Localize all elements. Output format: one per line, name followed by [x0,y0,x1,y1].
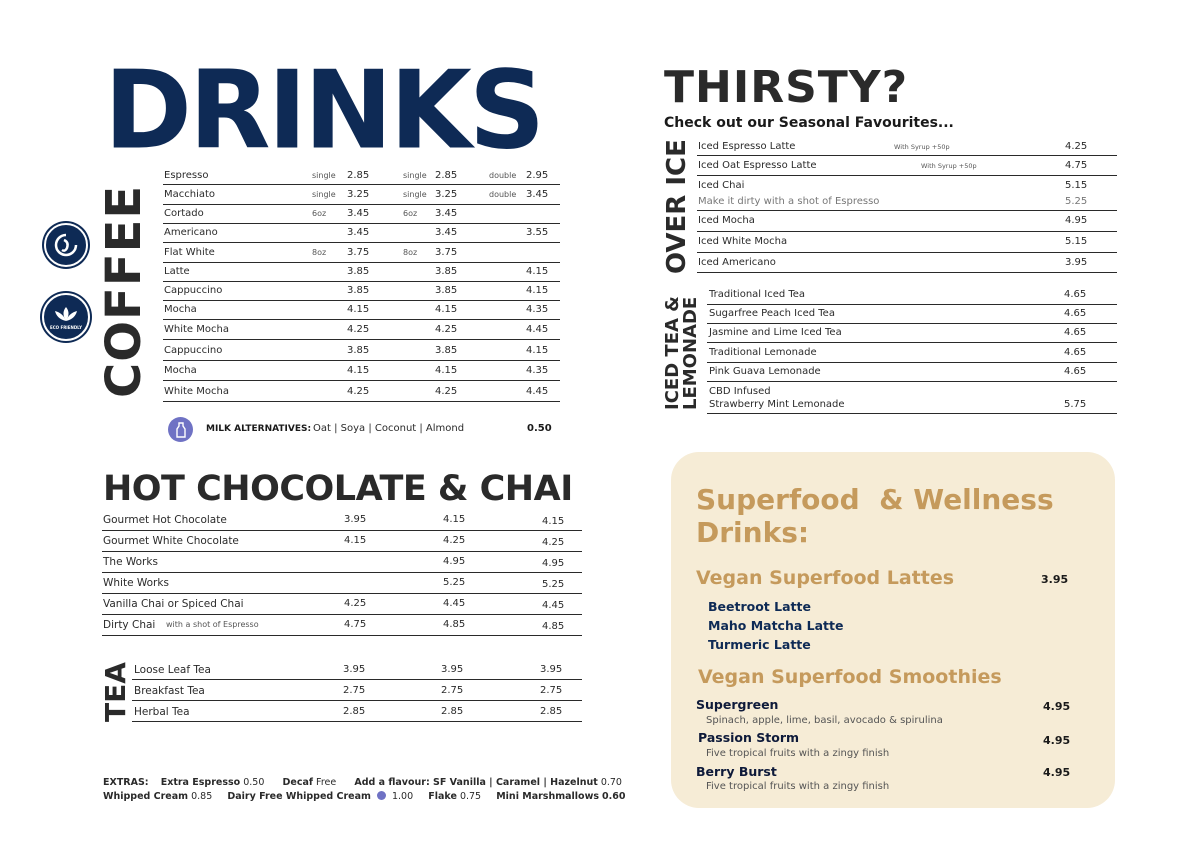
tea-section-title: TEA [99,662,132,722]
decaf-price: Free [316,777,337,788]
latte-item: Beetroot Latte [708,599,811,614]
iced-tea-price: 4.65 [1064,308,1087,319]
coffee-row [163,341,560,361]
coffee-price-1: 3.45 [347,208,370,219]
tea-name: Breakfast Tea [134,685,205,697]
iced-tea-name: Pink Guava Lemonade [709,366,821,377]
hot-drink-row [102,573,582,594]
iced-tea-price: 4.65 [1064,366,1087,377]
coffee-price-2: 3.75 [435,247,458,258]
hot-drink-row [102,510,582,531]
iced-tea-price: 4.65 [1064,289,1087,300]
over-ice-price: 4.25 [1065,141,1088,152]
flake-price: 0.75 [459,791,482,802]
dairy-free-dot-icon [377,791,386,800]
tea-price-1: 3.95 [343,664,366,675]
coffee-size-1: single [312,171,336,180]
hot-drink-price-1: 4.25 [344,598,367,609]
coffee-row [163,262,560,282]
coffee-item-name: Cortado [164,208,204,219]
tea-price-3: 2.75 [540,685,563,696]
smoothie-price: 4.95 [1043,766,1071,779]
smoothie-description: Spinach, apple, lime, basil, avocado & spirulina [706,715,943,726]
extras-label: EXTRAS: [103,777,149,788]
coffee-price-1: 3.85 [347,266,370,277]
over-ice-price: 5.15 [1065,236,1088,247]
thirsty-subtitle: Check out our Seasonal Favourites... [664,115,954,131]
hot-drink-row [102,594,582,615]
coffee-item-name: Cappuccino [164,345,223,356]
coffee-price-2: 3.45 [435,227,458,238]
whipped-cream-price: 0.85 [191,791,213,802]
mini-marshmallows-label: Mini Marshmallows [496,791,600,802]
milk-alternatives-options: Oat | Soya | Coconut | Almond [313,423,465,434]
wellness-title [696,484,1054,550]
hot-drink-price-3: 5.25 [542,579,565,590]
hot-drink-price-3: 4.45 [542,600,565,611]
coffee-item-name: Flat White [164,247,215,258]
over-ice-row [697,233,1117,253]
coffee-price-2: 3.25 [435,189,458,200]
over-ice-name: Iced Mocha [698,215,755,226]
hot-chocolate-chai-title: HOT CHOCOLATE & CHAI [103,469,573,509]
coffee-price-3: 4.15 [526,266,549,277]
coffee-row [163,320,560,340]
extras-line-1 [103,777,622,788]
iced-tea-price: 4.65 [1064,347,1087,358]
coffee-row [163,361,560,381]
coffee-price-3: 4.45 [526,324,549,335]
coffee-size-2: 6oz [403,209,418,218]
hot-drink-name: White Works [103,577,169,589]
iced-tea-row [707,344,1117,363]
extra-espresso-price: 0.50 [243,777,265,788]
coffee-size-2: 8oz [403,248,418,257]
coffee-size-2: single [403,190,427,199]
latte-item: Turmeric Latte [708,637,811,652]
coffee-item-name: Americano [164,227,218,238]
over-ice-row [697,212,1117,232]
coffee-price-3: 2.95 [526,170,549,181]
coffee-price-2: 4.15 [435,304,458,315]
over-ice-price: 3.95 [1065,257,1088,268]
coffee-item-name: Mocha [164,365,197,376]
coffee-price-3: 4.15 [526,345,549,356]
coffee-size-1: 8oz [312,248,327,257]
coffee-size-3: double [489,171,517,180]
over-ice-price: 4.95 [1065,215,1088,226]
coffee-row [163,166,560,185]
smoothie-price: 4.95 [1043,734,1071,747]
milk-bottle-icon [168,417,193,442]
smoothie-description: Five tropical fruits with a zingy finish [706,748,890,759]
hot-drink-price-3: 4.95 [542,558,565,569]
hot-drink-name: The Works [103,556,158,568]
iced-tea-name: Traditional Iced Tea [709,289,806,300]
hot-drink-price-2: 4.15 [443,514,466,525]
coffee-row [163,204,560,224]
coffee-item-name: White Mocha [164,386,229,397]
tea-price-1: 2.75 [343,685,366,696]
flavour-price: 0.70 [600,777,622,788]
over-ice-price: 4.75 [1065,160,1088,171]
coffee-price-3: 4.35 [526,304,549,315]
coffee-item-name: Macchiato [164,189,216,200]
over-ice-name: Iced Espresso Latte [698,141,796,152]
coffee-size-3: double [489,190,517,199]
hot-drink-price-2: 5.25 [443,577,466,588]
coffee-price-3: 4.15 [526,285,549,296]
over-ice-row [697,138,1117,156]
fairtrade-badge-icon [44,223,88,267]
tea-price-1: 2.85 [343,706,366,717]
hot-drink-row [102,615,582,636]
over-ice-note: With Syrup +50p [921,162,977,170]
eco-badge-text: ECO FRIENDLY [50,324,82,330]
mini-marshmallows-price: 0.60 [602,791,626,802]
coffee-row [163,243,560,263]
cbd-line-2: Strawberry Mint Lemonade [709,399,845,410]
coffee-price-2: 3.45 [435,208,458,219]
coffee-price-1: 4.25 [347,324,370,335]
coffee-size-2: single [403,171,427,180]
hot-drink-name: Vanilla Chai or Spiced Chai [103,598,244,610]
tea-name: Loose Leaf Tea [134,664,211,676]
coffee-price-3: 4.35 [526,365,549,376]
tea-price-3: 3.95 [540,664,563,675]
coffee-row [163,223,560,243]
iced-tea-row [707,286,1117,305]
coffee-price-1: 4.25 [347,386,370,397]
over-ice-name: Iced Oat Espresso Latte [698,160,817,171]
over-ice-name: Iced Chai [698,180,745,191]
vegan-smoothies-title: Vegan Superfood Smoothies [698,666,1002,688]
iced-tea-name: Traditional Lemonade [709,347,817,358]
coffee-price-3: 3.45 [526,189,549,200]
coffee-price-2: 3.85 [435,285,458,296]
wellness-title-line-1: Superfood & Wellness [696,483,1054,516]
drinks-title: DRINKS [104,47,543,174]
coffee-item-name: Mocha [164,304,197,315]
coffee-price-2: 3.85 [435,266,458,277]
hot-drink-price-3: 4.85 [542,621,565,632]
hot-drink-row [102,552,582,573]
iced-tea-name: Sugarfree Peach Iced Tea [709,308,835,319]
tea-row [132,702,582,722]
vegan-lattes-price: 3.95 [1041,573,1069,586]
hot-drink-price-2: 4.45 [443,598,466,609]
iced-tea-title-line-1: ICED TEA & [662,296,683,410]
iced-tea-row [707,363,1117,382]
coffee-size-1: single [312,190,336,199]
tea-row [132,681,582,701]
coffee-price-2: 2.85 [435,170,458,181]
dairy-free-whipped-label: Dairy Free Whipped Cream [227,791,371,802]
coffee-row [163,185,560,205]
smoothie-name: Passion Storm [698,730,800,745]
coffee-price-1: 3.45 [347,227,370,238]
milk-alternatives-label: MILK ALTERNATIVES: [206,424,312,434]
over-ice-row [697,193,1117,211]
flake-label: Flake [428,791,457,802]
eco-friendly-badge-icon [42,293,90,341]
hot-drink-price-2: 4.25 [443,535,466,546]
whipped-cream-label: Whipped Cream [103,791,189,802]
coffee-price-2: 3.85 [435,345,458,356]
hot-drink-price-2: 4.85 [443,619,466,630]
latte-item: Maho Matcha Latte [708,618,844,633]
cbd-line-1: CBD Infused [709,386,771,397]
over-ice-name: Iced White Mocha [698,236,788,247]
coffee-price-3: 3.55 [526,227,549,238]
over-ice-row [697,254,1117,273]
tea-price-2: 2.85 [441,706,464,717]
thirsty-title: THIRSTY? [664,62,909,113]
hot-drink-price-1: 4.15 [344,535,367,546]
hot-drink-price-1: 3.95 [344,514,367,525]
hot-drink-name: Dirty Chai [103,619,156,631]
coffee-price-1: 3.85 [347,285,370,296]
vegan-lattes-title: Vegan Superfood Lattes [696,567,955,589]
tea-price-3: 2.85 [540,706,563,717]
tea-name: Herbal Tea [134,706,190,718]
iced-tea-row [707,305,1117,324]
iced-tea-row [707,324,1117,343]
over-ice-section-title: OVER ICE [662,139,692,274]
over-ice-price: 5.25 [1065,196,1088,207]
coffee-price-2: 4.15 [435,365,458,376]
over-ice-name: Iced Americano [698,257,776,268]
coffee-row [163,382,560,402]
hot-drink-price-3: 4.25 [542,537,565,548]
coffee-row [163,281,560,301]
coffee-item-name: Espresso [164,170,209,181]
coffee-row [163,300,560,320]
coffee-price-1: 3.75 [347,247,370,258]
coffee-price-1: 4.15 [347,304,370,315]
over-ice-row [697,157,1117,176]
milk-alternatives-price: 0.50 [527,423,552,434]
smoothie-description: Five tropical fruits with a zingy finish [706,781,890,792]
extra-espresso-label: Extra Espresso [160,777,241,788]
decaf-label: Decaf [282,777,314,788]
coffee-price-3: 4.45 [526,386,549,397]
flavour-label: Add a flavour: SF Vanilla | Caramel | Hazelnut [354,777,598,788]
hot-drink-row [102,531,582,552]
coffee-item-name: Cappuccino [164,285,223,296]
over-ice-note: With Syrup +50p [894,143,950,151]
smoothie-name: Supergreen [696,697,779,712]
over-ice-name: Make it dirty with a shot of Espresso [698,196,880,207]
hot-drink-price-2: 4.95 [443,556,466,567]
coffee-price-1: 3.85 [347,345,370,356]
dairy-free-whipped-price: 1.00 [391,791,414,802]
over-ice-price: 5.15 [1065,180,1088,191]
over-ice-row [697,177,1117,192]
smoothie-price: 4.95 [1043,700,1071,713]
cbd-price: 5.75 [1064,399,1087,410]
tea-price-2: 3.95 [441,664,464,675]
coffee-price-1: 4.15 [347,365,370,376]
coffee-item-name: Latte [164,266,190,277]
iced-tea-lemonade-title [664,296,700,410]
coffee-section-title: COFFEE [96,184,152,398]
hot-drink-note: with a shot of Espresso [166,620,259,629]
wellness-title-line-2: Drinks: [696,515,810,549]
iced-tea-row-cbd [707,383,1117,414]
coffee-price-1: 2.85 [347,170,370,181]
extras-line-2 [103,791,626,802]
coffee-price-2: 4.25 [435,386,458,397]
smoothie-name: Berry Burst [696,764,777,779]
coffee-price-2: 4.25 [435,324,458,335]
hot-drink-price-1: 4.75 [344,619,367,630]
hot-drink-price-3: 4.15 [542,516,565,527]
tea-price-2: 2.75 [441,685,464,696]
coffee-price-1: 3.25 [347,189,370,200]
coffee-item-name: White Mocha [164,324,229,335]
iced-tea-title-line-2: LEMONADE [680,296,701,410]
hot-drink-name: Gourmet White Chocolate [103,535,239,547]
coffee-size-1: 6oz [312,209,327,218]
hot-drink-name: Gourmet Hot Chocolate [103,514,227,526]
iced-tea-price: 4.65 [1064,327,1087,338]
iced-tea-name: Jasmine and Lime Iced Tea [709,327,842,338]
tea-row [132,660,582,680]
